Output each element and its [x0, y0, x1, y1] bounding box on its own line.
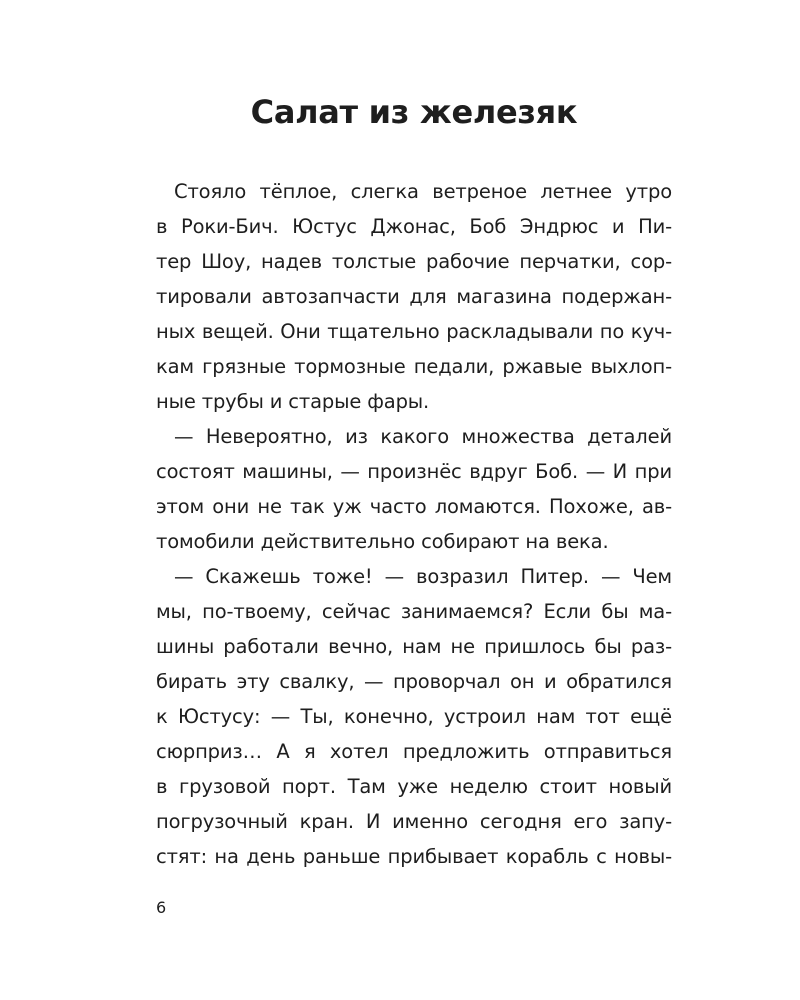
text-line: сюрприз… А я хотел предложить отправиться [156, 740, 672, 763]
text-line: в грузовой порт. Там уже неделю стоит новый [156, 775, 672, 798]
text-line: — Скажешь тоже! — возразил Питер. — Чем [174, 565, 672, 588]
text-line: томобили действительно собирают на века. [156, 530, 609, 553]
text-line: тировали автозапчасти для магазина подержан- [156, 285, 672, 308]
text-line: этом они не так уж часто ломаются. Похоже, ав- [156, 495, 672, 518]
text-line: мы, по-твоему, сейчас занимаемся? Если бы ма- [156, 600, 672, 623]
text-line: — Невероятно, из какого множества деталей [174, 425, 672, 448]
text-line: состоят машины, — произнёс вдруг Боб. — И при [156, 460, 672, 483]
text-line: тер Шоу, надев толстые рабочие перчатки, сор- [156, 250, 672, 273]
text-line: в Роки-Бич. Юстус Джонас, Боб Эндрюс и Пи- [156, 215, 672, 238]
text-line: шины работали вечно, нам не пришлось бы раз- [156, 635, 672, 658]
text-line: бирать эту свалку, — проворчал он и обратился [156, 670, 672, 693]
text-line: ных вещей. Они тщательно раскладывали по куч- [156, 320, 672, 343]
page-number: 6 [156, 898, 167, 917]
text-line: стят: на день раньше прибывает корабль с новы- [156, 845, 672, 868]
chapter-title: Салат из железяк [250, 93, 578, 131]
text-line: кам грязные тормозные педали, ржавые выхлоп- [156, 355, 672, 378]
text-line: Стояло тёплое, слегка ветреное летнее утро [174, 180, 672, 203]
body-text [156, 174, 672, 874]
text-line: ные трубы и старые фары. [156, 390, 430, 413]
text-line: погрузочный кран. И именно сегодня его запу- [156, 810, 672, 833]
text-line: к Юстусу: — Ты, конечно, устроил нам тот ещё [156, 705, 672, 728]
